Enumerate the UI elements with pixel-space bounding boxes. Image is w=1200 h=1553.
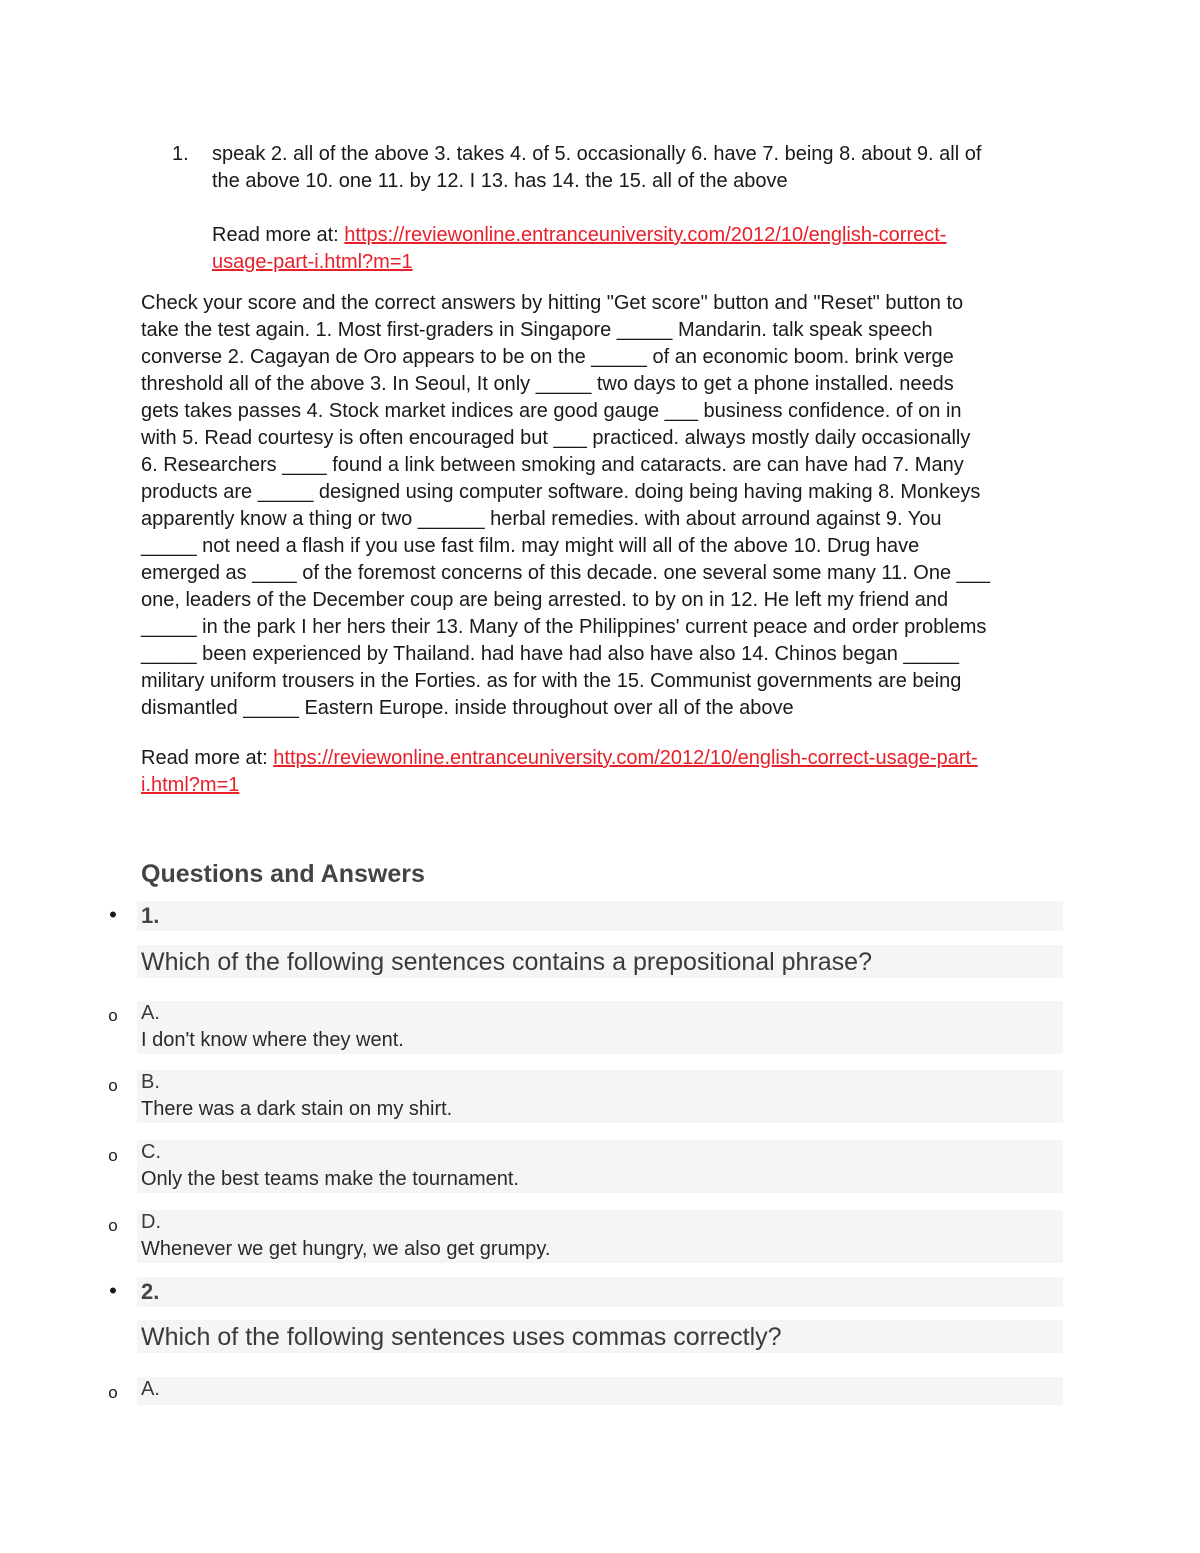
bullet-disc-icon: •: [109, 1278, 117, 1303]
bullet-circle-icon: o: [108, 1383, 118, 1402]
option-text: Only the best teams make the tournament.: [141, 1168, 519, 1190]
option-band[interactable]: [137, 1140, 1063, 1193]
option-letter: B.: [141, 1071, 160, 1093]
read-more-link-1b[interactable]: usage-part-i.html?m=1: [212, 251, 413, 273]
read-more-link-2a[interactable]: https://reviewonline.entranceuniversity.com/2012/10/english-correct-usage-part-: [273, 747, 978, 769]
option-band[interactable]: [137, 1210, 1063, 1263]
question-number-band: [137, 901, 1063, 931]
read-more-label: Read more at:: [141, 747, 274, 769]
option-band[interactable]: [137, 1070, 1063, 1123]
option-band[interactable]: [137, 1001, 1063, 1054]
answer-list: [172, 141, 1052, 195]
question-number: 1.: [141, 903, 160, 928]
question-text-band: [137, 945, 1063, 978]
option-letter: C.: [141, 1141, 161, 1163]
read-more-label: Read more at:: [212, 224, 345, 246]
option-letter: A.: [141, 1378, 160, 1400]
option-text: I don't know where they went.: [141, 1029, 404, 1051]
answer-list-text: [212, 141, 1052, 195]
answer-line-2: the above 10. one 11. by 12. I 13. has 14. the 15. all of the above: [212, 170, 788, 192]
question-text: Which of the following sentences uses commas correctly?: [141, 1323, 782, 1351]
question-number-band: [137, 1277, 1063, 1307]
option-letter: A.: [141, 1002, 160, 1024]
bullet-circle-icon: o: [108, 1146, 118, 1165]
option-text: Whenever we get hungry, we also get grumpy.: [141, 1238, 551, 1260]
question-text: Which of the following sentences contains a prepositional phrase?: [141, 948, 872, 976]
read-more-link-1a[interactable]: https://reviewonline.entranceuniversity.com/2012/10/english-correct-: [344, 224, 947, 246]
read-more-1: [212, 222, 1052, 276]
answer-line-1: speak 2. all of the above 3. takes 4. of 5. occasionally 6. have 7. being 8. about 9. all of: [212, 143, 982, 165]
bullet-disc-icon: •: [109, 902, 117, 927]
bullet-circle-icon: o: [108, 1076, 118, 1095]
instructions-paragraph: Check your score and the correct answers by hitting "Get score" button and "Reset" button to take the test again. 1. Most first-graders in Singapore _____ Mandarin. talk speak speech converse 2. Cagayan de Oro appears to be on the _____ of an economic boom. brink verge threshold all of the above 3. In Seoul, It only _____ two days to get a phone installed. needs gets takes passes 4. Stock market indices are good gauge ___ business confidence. of on in with 5. Read courtesy is often encouraged but ___ practiced. always mostly daily occasionally 6. Researchers ____ found a link between smoking and cataracts. are can have had 7. Many products are _____ designed using computer software. doing being having making 8. Monkeys apparently know a thing or two ______ herbal remedies. with about arround against 9. You _____ not need a flash if you use fast film. may might will all of the above 10. Drug have emerged as ____ of the foremost concerns of this decade. one several some many 11. One ___ one, leaders of the December coup are being arrested. to by on in 12. He left my friend and _____ in the park I her hers their 13. Many of the Philippines' current peace and order problems _____ been experienced by Thailand. had have had also have also 14. Chinos began _____ military uniform trousers in the Forties. as for with the 15. Communist governments are being dismantled _____ Eastern Europe. inside throughout over all of the above: [141, 292, 991, 719]
bullet-circle-icon: o: [108, 1006, 118, 1025]
question-number: 2.: [141, 1279, 160, 1304]
question-text-band: [137, 1320, 1063, 1353]
read-more-link-2b[interactable]: i.html?m=1: [141, 774, 240, 796]
bullet-circle-icon: o: [108, 1216, 118, 1235]
option-text: There was a dark stain on my shirt.: [141, 1098, 453, 1120]
option-band[interactable]: [137, 1377, 1063, 1405]
list-number: 1.: [172, 143, 189, 165]
option-letter: D.: [141, 1211, 161, 1233]
section-heading: Questions and Answers: [141, 860, 425, 888]
read-more-2: [141, 745, 1066, 799]
